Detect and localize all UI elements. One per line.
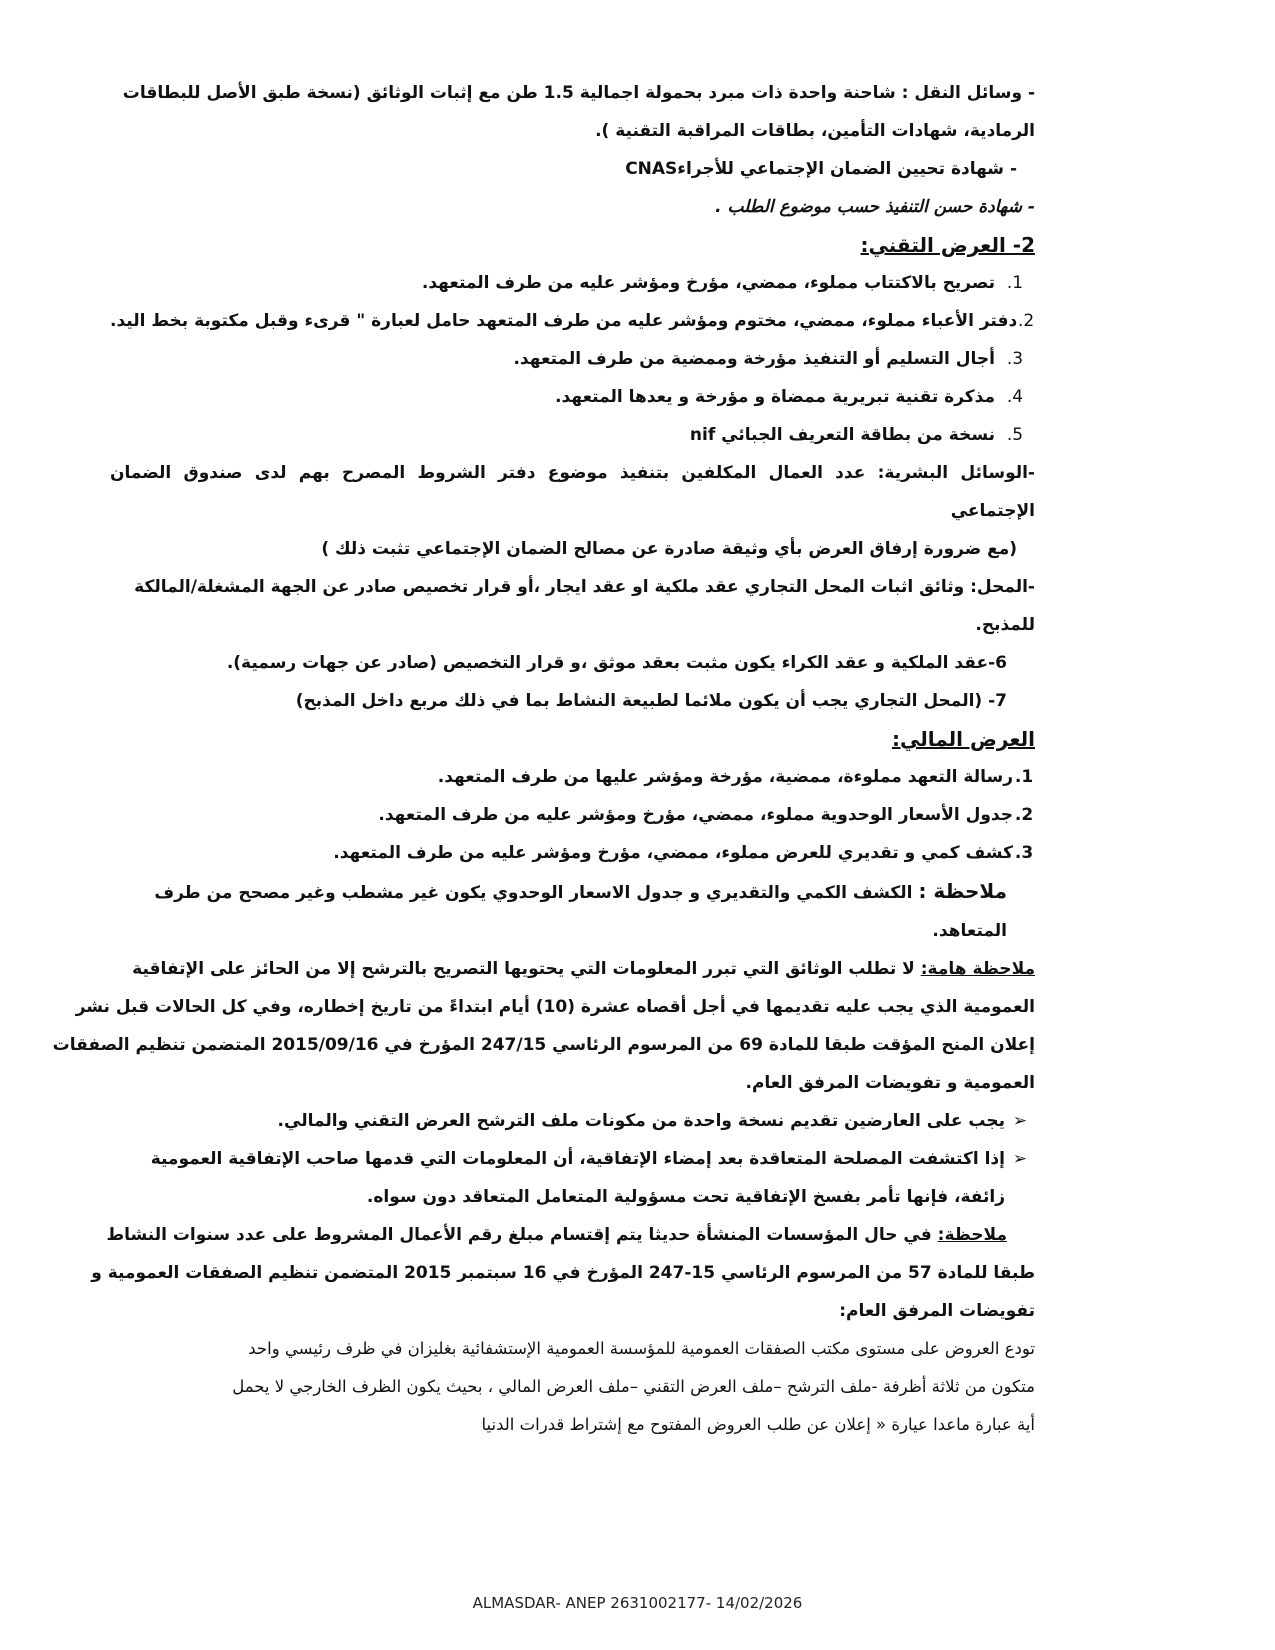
transport-line-1: - وسائل النقل : شاحنة واحدة ذات مبرد بحمولة اجمالية 1.5 طن مع إثبات الوثائق (نسخة طبق الأصل للبطاقات [122, 83, 1035, 103]
bullet-item [110, 1102, 1035, 1140]
bullet-text: إذا اكتشفت المصلحة المتعاقدة بعد إمضاء الإتفاقية، أن المعلومات التي قدمها صاحب الإتفاقية العمومية [150, 1149, 1005, 1169]
item-text: جدول الأسعار الوحدوية مملوء، ممضي، مؤرخ ومؤشر عليه من طرف المتعهد. [378, 805, 1013, 825]
item-text: رسالة التعهد مملوءة، ممضية، مؤرخة ومؤشر عليها من طرف المتعهد. [437, 767, 1013, 787]
technical-item [110, 378, 1035, 416]
item-number: 1. [1006, 273, 1024, 293]
financial-note [110, 872, 1035, 912]
new-firms-note-line: تفويضات المرفق العام: [839, 1301, 1035, 1321]
good-execution-certificate: - شهادة حسن التنفيذ حسب موضوع الطلب . [715, 197, 1035, 217]
item-text: تصريح بالاكتتاب مملوء، ممضي، مؤرخ ومؤشر عليه من طرف المتعهد. [421, 273, 995, 293]
bullet-text: زائفة، فإنها تأمر بفسخ الإتفاقية تحت مسؤولية المتعامل المتعاقد دون سواه. [366, 1187, 1005, 1207]
item-number: 3. [1006, 349, 1024, 369]
technical-item [110, 416, 1035, 454]
item-text: أجال التسليم أو التنفيذ مؤرخة وممضية من طرف المتعهد. [513, 349, 995, 369]
submission-line: متكون من ثلاثة أظرفة -ملف الترشح –ملف العرض التقني –ملف العرض المالي ، بحيث يكون الظرف الخارجي لا يحمل [232, 1377, 1035, 1396]
new-firms-note-line-1 [106, 1216, 1035, 1254]
important-note-line: العمومية الذي يجب عليه تقديمها في أجل أقصاه عشرة (10) أيام ابتداءً من تاريخ إخطاره، وفي كل الحالات قبل نشر [75, 997, 1035, 1017]
new-firms-note-text: في حال المؤسسات المنشأة حديثا يتم إقتسام مبلغ رقم الأعمال المشروط على عدد سنوات النشاط [106, 1225, 932, 1245]
new-firms-note-label: ملاحظة: [937, 1225, 1007, 1245]
page-footer: ALMASDAR- ANEP 2631002177- 14/02/2026 [472, 1594, 803, 1612]
important-note-line: إعلان المنح المؤقت طبقا للمادة 69 من المرسوم الرئاسي 247/15 المؤرخ في 2015/09/16 المتضمن تنظيم الصفقات [52, 1035, 1035, 1055]
bullet-spacer [1005, 1178, 1035, 1216]
financial-item [110, 834, 1035, 872]
item-text: دفتر الأعباء مملوء، ممضي، مختوم ومؤشر عليه من طرف المتعهد حامل لعبارة " قرىء وقبل مكتوبة بخط اليد. [110, 311, 1018, 331]
item-text: كشف كمي و تقديري للعرض مملوء، ممضي، مؤرخ ومؤشر عليه من طرف المتعهد. [333, 843, 1013, 863]
financial-item [110, 758, 1035, 796]
item-number: 2. [1014, 805, 1034, 825]
transport-line-2: الرمادية، شهادات التأمين، بطاقات المراقبة التقنية ). [595, 121, 1035, 141]
human-means-line-2: (مع ضرورة إرفاق العرض بأي وثيقة صادرة عن مصالح الضمان الإجتماعي تثبت ذلك ) [321, 539, 1017, 559]
bullet-item-cont [110, 1178, 1035, 1216]
document-page [52, 74, 1035, 1444]
important-note-text: لا تطلب الوثائق التي تبرر المعلومات التي يحتويها التصريح بالترشح إلا من الحائز على الإتفاقية [132, 959, 915, 979]
technical-item [110, 264, 1035, 302]
item-number: 2. [1017, 311, 1035, 331]
item-text: مذكرة تقنية تبريرية ممضاة و مؤرخة و يعدها المتعهد. [555, 387, 995, 407]
technical-offer-heading: 2- العرض التقني: [860, 233, 1035, 257]
technical-item-6: 6-عقد الملكية و عقد الكراء يكون مثبت بعقد موثق ،و قرار التخصيص (صادر عن جهات رسمية). [226, 653, 1007, 673]
important-note-line: العمومية و تفويضات المرفق العام. [745, 1073, 1035, 1093]
premises-line-2: للمذبح. [975, 615, 1035, 635]
technical-item [110, 302, 1035, 340]
human-means-line-1: -الوسائل البشرية: عدد العمال المكلفين بتنفيذ موضوع دفتر الشروط المصرح بهم لدى صندوق الضمان الإجتماعي [110, 463, 1035, 521]
arrow-bullet-icon: ➢ [1012, 1111, 1028, 1131]
cnas-certificate: - شهادة تحيين الضمان الإجتماعي للأجراءCNAS [625, 159, 1017, 179]
premises-line-1: -المحل: وثائق اثبات المحل التجاري عقد ملكية او عقد ايجار ،أو قرار تخصيص صادر عن الجهة المشغلة/المالكة [134, 577, 1035, 597]
submission-line: أية عبارة ماعدا عيارة « إعلان عن طلب العروض المفتوح مع إشتراط قدرات الدنيا [481, 1415, 1035, 1434]
bullet-text: يجب على العارضين تقديم نسخة واحدة من مكونات ملف الترشح العرض التقني والمالي. [277, 1111, 1005, 1131]
item-text: نسخة من بطاقة التعريف الجبائي nif [689, 425, 995, 445]
important-note-line-1 [110, 950, 1035, 988]
item-number: 5. [1006, 425, 1024, 445]
arrow-bullet-icon: ➢ [1012, 1149, 1028, 1169]
financial-note-cont: المتعاهد. [932, 921, 1007, 941]
financial-offer-heading: العرض المالي: [892, 727, 1035, 751]
financial-note-text: الكشف الكمي والتقديري و جدول الاسعار الوحدوي يكون غير مشطب وغير مصحح من طرف [154, 883, 913, 903]
bullet-item [110, 1140, 1035, 1178]
financial-note-label: ملاحظة : [918, 879, 1007, 903]
submission-line: تودع العروض على مستوى مكتب الصفقات العمومية للمؤسسة العمومية الإستشفائية بغليزان في ظرف رئيسي واحد [248, 1339, 1035, 1358]
new-firms-note-line: طبقا للمادة 57 من المرسوم الرئاسي 15-247 المؤرخ في 16 سبتمبر 2015 المتضمن تنظيم الصفقات العمومية و [91, 1263, 1035, 1283]
item-number: 4. [1006, 387, 1024, 407]
technical-item [110, 340, 1035, 378]
item-number: 1. [1014, 767, 1034, 787]
important-note-label: ملاحظة هامة: [920, 959, 1035, 979]
item-number: 3. [1014, 843, 1034, 863]
technical-item-7: 7- (المحل التجاري يجب أن يكون ملائما لطبيعة النشاط بما في ذلك مربع داخل المذبح) [295, 691, 1007, 711]
financial-item [110, 796, 1035, 834]
